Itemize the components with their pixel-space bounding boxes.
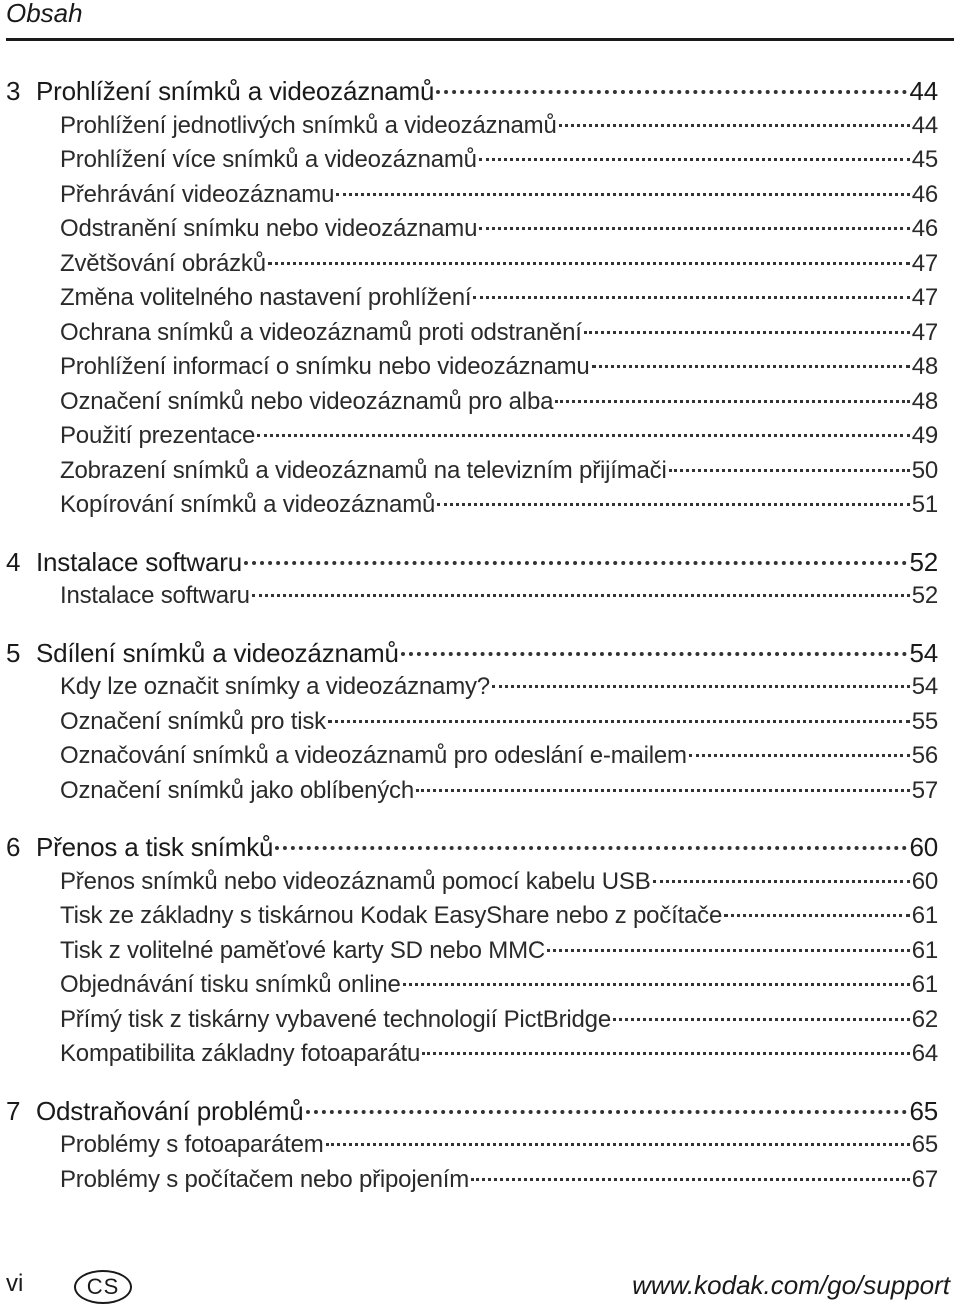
entry-title: Prohlížení informací o snímku nebo videozáznamu — [60, 353, 590, 380]
toc-entry-row[interactable] — [0, 1163, 960, 1198]
entry-page-number: 54 — [911, 673, 938, 700]
entry-title: Tisk ze základny s tiskárnou Kodak EasyShare nebo z počítače — [60, 902, 723, 929]
chapter-page-number: 60 — [909, 832, 938, 862]
toc-entry-row[interactable] — [0, 178, 960, 213]
entry-page-number: 61 — [911, 902, 938, 929]
dot-leader — [689, 754, 910, 757]
dot-leader — [559, 124, 910, 127]
toc-chapter-row[interactable] — [0, 830, 960, 865]
chapter-title: Sdílení snímků a videozáznamů — [36, 637, 399, 668]
dot-leader — [275, 846, 907, 850]
entry-title: Přímý tisk z tiskárny vybavené technologií PictBridge — [60, 1005, 611, 1033]
toc-entry-row[interactable] — [0, 281, 960, 316]
entry-page-number: 46 — [911, 215, 938, 242]
entry-title: Přehrávání videozáznamu — [60, 180, 335, 208]
toc-entry-row[interactable] — [0, 968, 960, 1003]
entry-page-number: 62 — [911, 1005, 938, 1033]
entry-title: Změna volitelného nastavení prohlížení — [60, 284, 472, 311]
toc-section — [0, 830, 960, 1072]
chapter-title: Odstraňování problémů — [36, 1095, 304, 1126]
toc-entry-row[interactable] — [0, 316, 960, 351]
toc-entry-row[interactable] — [0, 670, 960, 705]
entry-title: Prohlížení více snímků a videozáznamů — [60, 146, 477, 173]
entry-title: Kdy lze označit snímky a videozáznamy? — [60, 673, 490, 700]
toc-section — [0, 74, 960, 523]
toc-section — [0, 545, 960, 614]
toc-entry-row[interactable] — [0, 143, 960, 178]
toc-chapter-row[interactable] — [0, 636, 960, 671]
toc-section — [0, 1094, 960, 1198]
entry-title: Kompatibilita základny fotoaparátu — [60, 1040, 421, 1067]
chapter-page-number: 54 — [909, 637, 938, 668]
dot-leader — [479, 158, 910, 161]
chapter-title: Přenos a tisk snímků — [36, 832, 274, 862]
chapter-number: 6 — [6, 832, 21, 862]
dot-leader — [268, 262, 910, 265]
entry-title: Kopírování snímků a videozáznamů — [60, 491, 436, 518]
dot-leader — [401, 652, 908, 656]
toc-entry-row[interactable] — [0, 109, 960, 144]
dot-leader — [724, 914, 910, 917]
entry-title: Problémy s fotoaparátem — [60, 1131, 324, 1158]
dot-leader — [613, 1018, 910, 1021]
entry-page-number: 61 — [911, 971, 938, 998]
entry-page-number: 49 — [911, 422, 938, 449]
toc-entry-row[interactable] — [0, 454, 960, 489]
entry-title: Zvětšování obrázků — [60, 249, 266, 277]
toc-entry-row[interactable] — [0, 865, 960, 900]
entry-title: Ochrana snímků a videozáznamů proti odstranění — [60, 318, 582, 346]
support-url-link[interactable]: www.kodak.com/go/support — [632, 1270, 950, 1300]
entry-title: Odstranění snímku nebo videozáznamu — [60, 215, 478, 242]
page-title: Obsah — [6, 0, 83, 28]
dot-leader — [403, 983, 910, 986]
entry-title: Tisk z volitelné paměťové karty SD nebo MMC — [60, 936, 546, 964]
entry-title: Přenos snímků nebo videozáznamů pomocí kabelu USB — [60, 867, 651, 895]
page-footer — [0, 1268, 960, 1308]
dot-leader — [336, 193, 909, 196]
dot-leader — [437, 503, 910, 506]
dot-leader — [436, 90, 907, 94]
toc-entry-row[interactable] — [0, 1037, 960, 1072]
entry-page-number: 56 — [911, 742, 938, 769]
toc-entry-row[interactable] — [0, 1003, 960, 1038]
toc-entry-row[interactable] — [0, 899, 960, 934]
dot-leader — [252, 594, 910, 597]
toc-entry-row[interactable] — [0, 934, 960, 969]
toc-entry-row[interactable] — [0, 705, 960, 740]
toc-entry-row[interactable] — [0, 579, 960, 614]
toc-entry-row[interactable] — [0, 739, 960, 774]
toc-entry-row[interactable] — [0, 419, 960, 454]
dot-leader — [416, 789, 910, 792]
dot-leader — [547, 949, 910, 952]
entry-page-number: 48 — [911, 353, 938, 380]
entry-title: Objednávání tisku snímků online — [60, 971, 401, 998]
entry-page-number: 67 — [911, 1165, 938, 1193]
toc-entry-row[interactable] — [0, 774, 960, 809]
chapter-page-number: 52 — [909, 546, 938, 577]
dot-leader — [492, 685, 910, 688]
entry-page-number: 47 — [911, 318, 938, 346]
toc-entry-row[interactable] — [0, 385, 960, 420]
chapter-title: Instalace softwaru — [36, 546, 242, 577]
toc-chapter-row[interactable] — [0, 74, 960, 109]
dot-leader — [555, 400, 909, 403]
dot-leader — [326, 1143, 910, 1146]
language-badge: CS — [74, 1270, 132, 1304]
entry-title: Prohlížení jednotlivých snímků a videozáznamů — [60, 111, 557, 139]
entry-title: Instalace softwaru — [60, 582, 250, 609]
entry-page-number: 57 — [911, 776, 938, 804]
entry-page-number: 52 — [911, 582, 938, 609]
entry-page-number: 48 — [911, 387, 938, 415]
toc-entry-row[interactable] — [0, 247, 960, 282]
toc-section — [0, 636, 960, 809]
entry-page-number: 61 — [911, 936, 938, 964]
chapter-number: 5 — [6, 637, 21, 668]
entry-page-number: 55 — [911, 707, 938, 735]
chapter-title: Prohlížení snímků a videozáznamů — [36, 76, 435, 106]
entry-page-number: 60 — [911, 867, 938, 895]
chapter-number: 4 — [6, 546, 21, 577]
entry-page-number: 44 — [911, 111, 938, 139]
dot-leader — [479, 227, 909, 230]
entry-title: Zobrazení snímků a videozáznamů na televizním přijímači — [60, 456, 667, 484]
entry-page-number: 65 — [911, 1131, 938, 1158]
entry-title: Označování snímků a videozáznamů pro odeslání e-mailem — [60, 742, 687, 769]
table-of-contents — [0, 74, 960, 1219]
toc-chapter-row[interactable] — [0, 545, 960, 580]
entry-title: Problémy s počítačem nebo připojením — [60, 1165, 470, 1193]
chapter-number: 3 — [6, 76, 21, 106]
chapter-number: 7 — [6, 1095, 21, 1126]
dot-leader — [473, 296, 909, 299]
entry-title: Označení snímků pro tisk — [60, 707, 326, 735]
entry-title: Označení snímků nebo videozáznamů pro alba — [60, 387, 554, 415]
toc-entry-row[interactable] — [0, 350, 960, 385]
entry-page-number: 51 — [911, 491, 938, 518]
entry-page-number: 46 — [911, 180, 938, 208]
dot-leader — [306, 1110, 908, 1114]
toc-chapter-row[interactable] — [0, 1094, 960, 1129]
footer-page-number: vi — [6, 1270, 24, 1297]
chapter-page-number: 65 — [909, 1095, 938, 1126]
dot-leader — [257, 434, 910, 437]
toc-entry-row[interactable] — [0, 1128, 960, 1163]
entry-page-number: 47 — [911, 249, 938, 277]
entry-title: Použití prezentace — [60, 422, 256, 449]
dot-leader — [653, 880, 910, 883]
entry-page-number: 64 — [911, 1040, 938, 1067]
dot-leader — [669, 469, 910, 472]
dot-leader — [328, 720, 910, 723]
dot-leader — [471, 1178, 910, 1181]
toc-entry-row[interactable] — [0, 488, 960, 523]
dot-leader — [244, 561, 908, 565]
dot-leader — [584, 331, 910, 334]
toc-entry-row[interactable] — [0, 212, 960, 247]
dot-leader — [592, 365, 910, 368]
entry-page-number: 47 — [911, 284, 938, 311]
entry-title: Označení snímků jako oblíbených — [60, 776, 414, 804]
entry-page-number: 45 — [911, 146, 938, 173]
header-divider — [6, 38, 954, 41]
chapter-page-number: 44 — [909, 76, 938, 106]
entry-page-number: 50 — [911, 456, 938, 484]
dot-leader — [422, 1052, 910, 1055]
